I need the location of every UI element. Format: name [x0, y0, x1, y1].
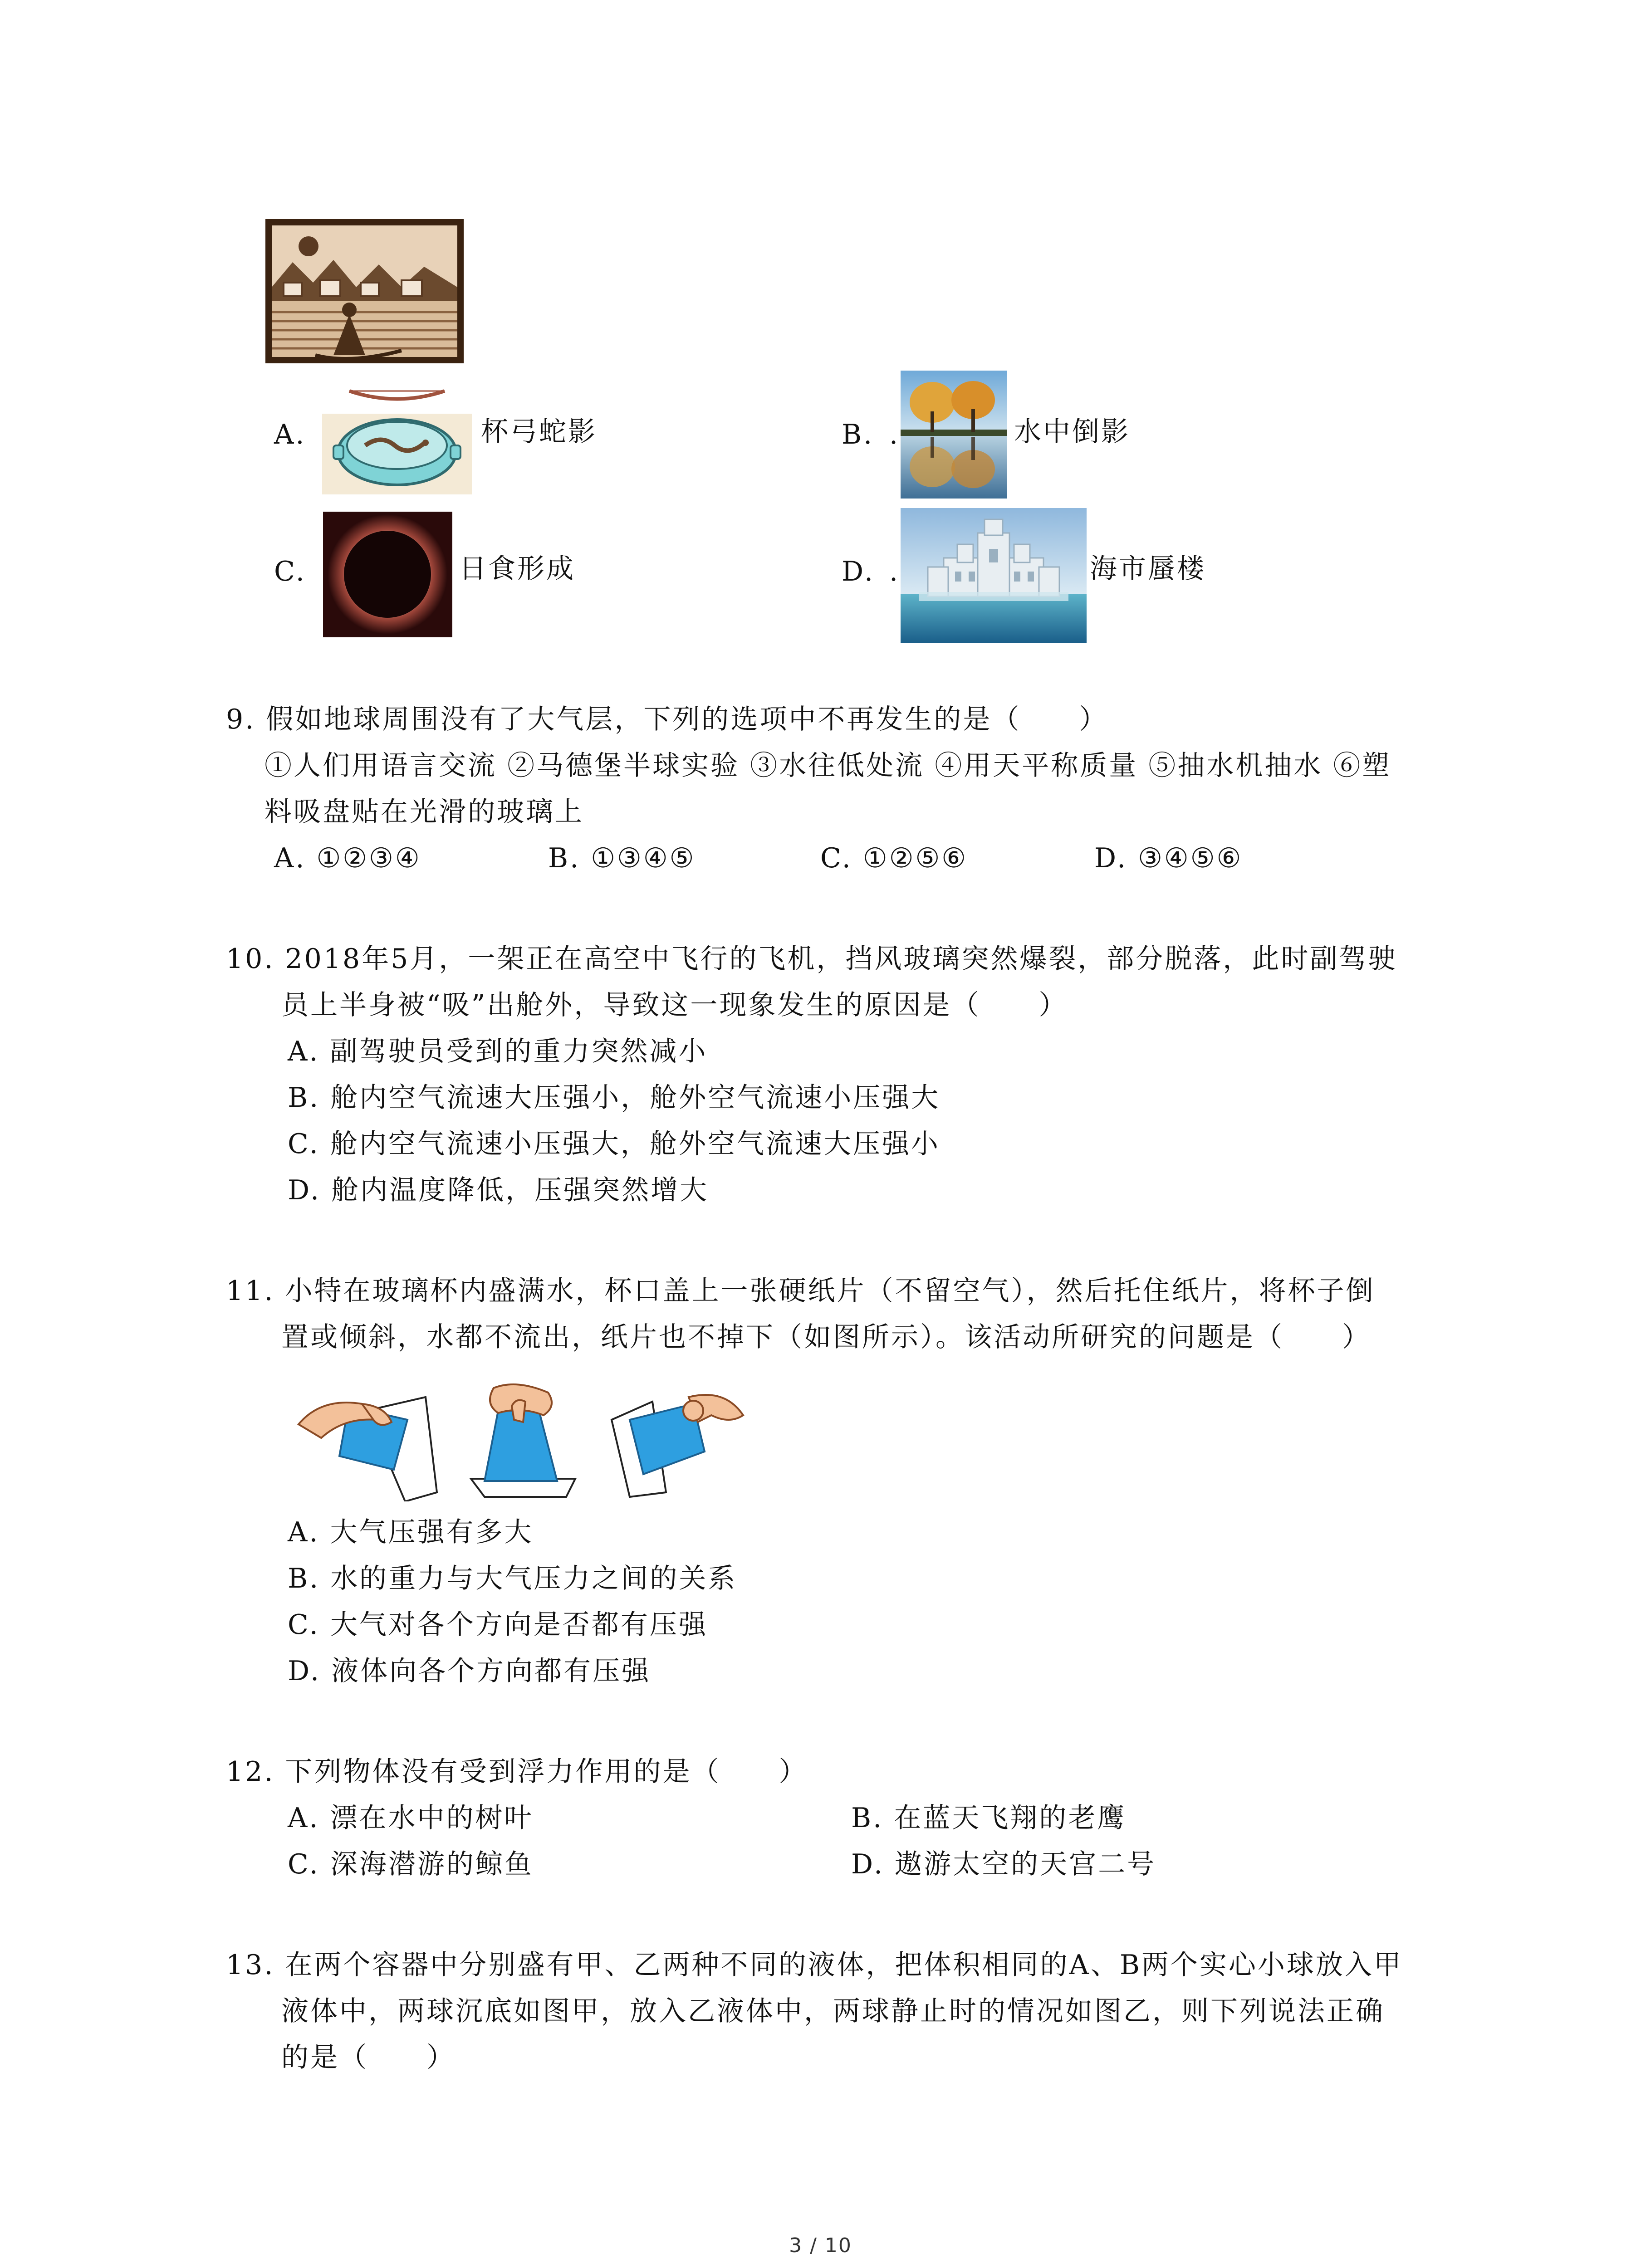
cup-bow-snake-picture	[322, 377, 472, 494]
q11-option-d: D. 液体向各个方向都有压强	[288, 1655, 651, 1687]
q10-line1: 10. 2018年5月，一架正在高空中飞行的飞机，挡风玻璃突然爆裂，部分脱落，此时副驾驶	[226, 943, 1397, 975]
q12-stem: 12. 下列物体没有受到浮力作用的是（ ）	[226, 1756, 808, 1788]
q12-option-c: C. 深海潜游的鲸鱼	[288, 1848, 534, 1880]
q8-option-d-dot: .	[889, 556, 900, 587]
q10-option-c: C. 舱内空气流速小压强大，舱外空气流速大压强小	[288, 1128, 940, 1160]
solar-eclipse-picture	[323, 512, 452, 637]
page-number: 3 / 10	[789, 2234, 852, 2257]
q9-option-c: C. ①②⑤⑥	[820, 842, 968, 874]
q9-option-b: B. ①③④⑤	[548, 842, 696, 874]
q8-option-a-text: 杯弓蛇影	[481, 416, 597, 448]
q12-option-d: D. 遨游太空的天宫二号	[851, 1848, 1156, 1880]
q11-line1: 11. 小特在玻璃杯内盛满水，杯口盖上一张硬纸片（不留空气），然后托住纸片，将杯子倒	[226, 1275, 1375, 1307]
q8-option-c-letter: C.	[274, 556, 306, 587]
q11-option-c: C. 大气对各个方向是否都有压强	[288, 1609, 708, 1641]
q9-option-d: D. ③④⑤⑥	[1094, 842, 1243, 874]
q10-option-d: D. 舱内温度降低，压强突然增大	[288, 1174, 709, 1206]
q13-line1: 13. 在两个容器中分别盛有甲、乙两种不同的液体，把体积相同的A、B两个实心小球放入甲	[226, 1949, 1403, 1981]
q9-line2: ①人们用语言交流 ②马德堡半球实验 ③水往低处流 ④用天平称质量 ⑤抽水机抽水 ⑥塑	[265, 750, 1391, 782]
q8-option-d-text: 海市蜃楼	[1090, 553, 1206, 585]
q13-line2: 液体中，两球沉底如图甲，放入乙液体中，两球静止时的情况如图乙，则下列说法正确	[281, 1995, 1385, 2027]
q8-option-b-letter: B.	[842, 419, 874, 450]
q11-option-a: A. 大气压强有多大	[288, 1516, 534, 1548]
shadow-play-picture	[265, 219, 464, 363]
q8-option-a-letter: A.	[274, 419, 306, 450]
q12-option-b: B. 在蓝天飞翔的老鹰	[851, 1802, 1127, 1834]
q9-line3: 料吸盘贴在光滑的玻璃上	[265, 796, 584, 828]
q9-stem: 9. 假如地球周围没有了大气层，下列的选项中不再发生的是（ ）	[226, 704, 1108, 735]
q10-option-a: A. 副驾驶员受到的重力突然减小	[288, 1036, 708, 1067]
mirage-picture	[901, 508, 1087, 643]
q10-line2: 员上半身被“吸”出舱外，导致这一现象发生的原因是（ ）	[281, 989, 1068, 1021]
q12-option-a: A. 漂在水中的树叶	[288, 1802, 534, 1834]
q11-line2: 置或倾斜，水都不流出，纸片也不掉下（如图所示）。该活动所研究的问题是（ ）	[281, 1321, 1371, 1353]
q13-line3: 的是（ ）	[281, 2042, 456, 2073]
q8-option-b-text: 水中倒影	[1014, 416, 1130, 448]
q9-option-a: A. ①②③④	[274, 842, 421, 874]
q8-option-b-dot: .	[889, 419, 900, 450]
q8-option-d-letter: D.	[842, 556, 875, 587]
water-reflection-picture	[901, 371, 1007, 499]
q8-option-c-text: 日食形成	[459, 553, 575, 585]
q10-option-b: B. 舱内空气流速大压强小，舱外空气流速小压强大	[288, 1082, 941, 1114]
inverted-cup-figure	[294, 1379, 748, 1501]
q11-option-b: B. 水的重力与大气压力之间的关系	[288, 1563, 737, 1594]
